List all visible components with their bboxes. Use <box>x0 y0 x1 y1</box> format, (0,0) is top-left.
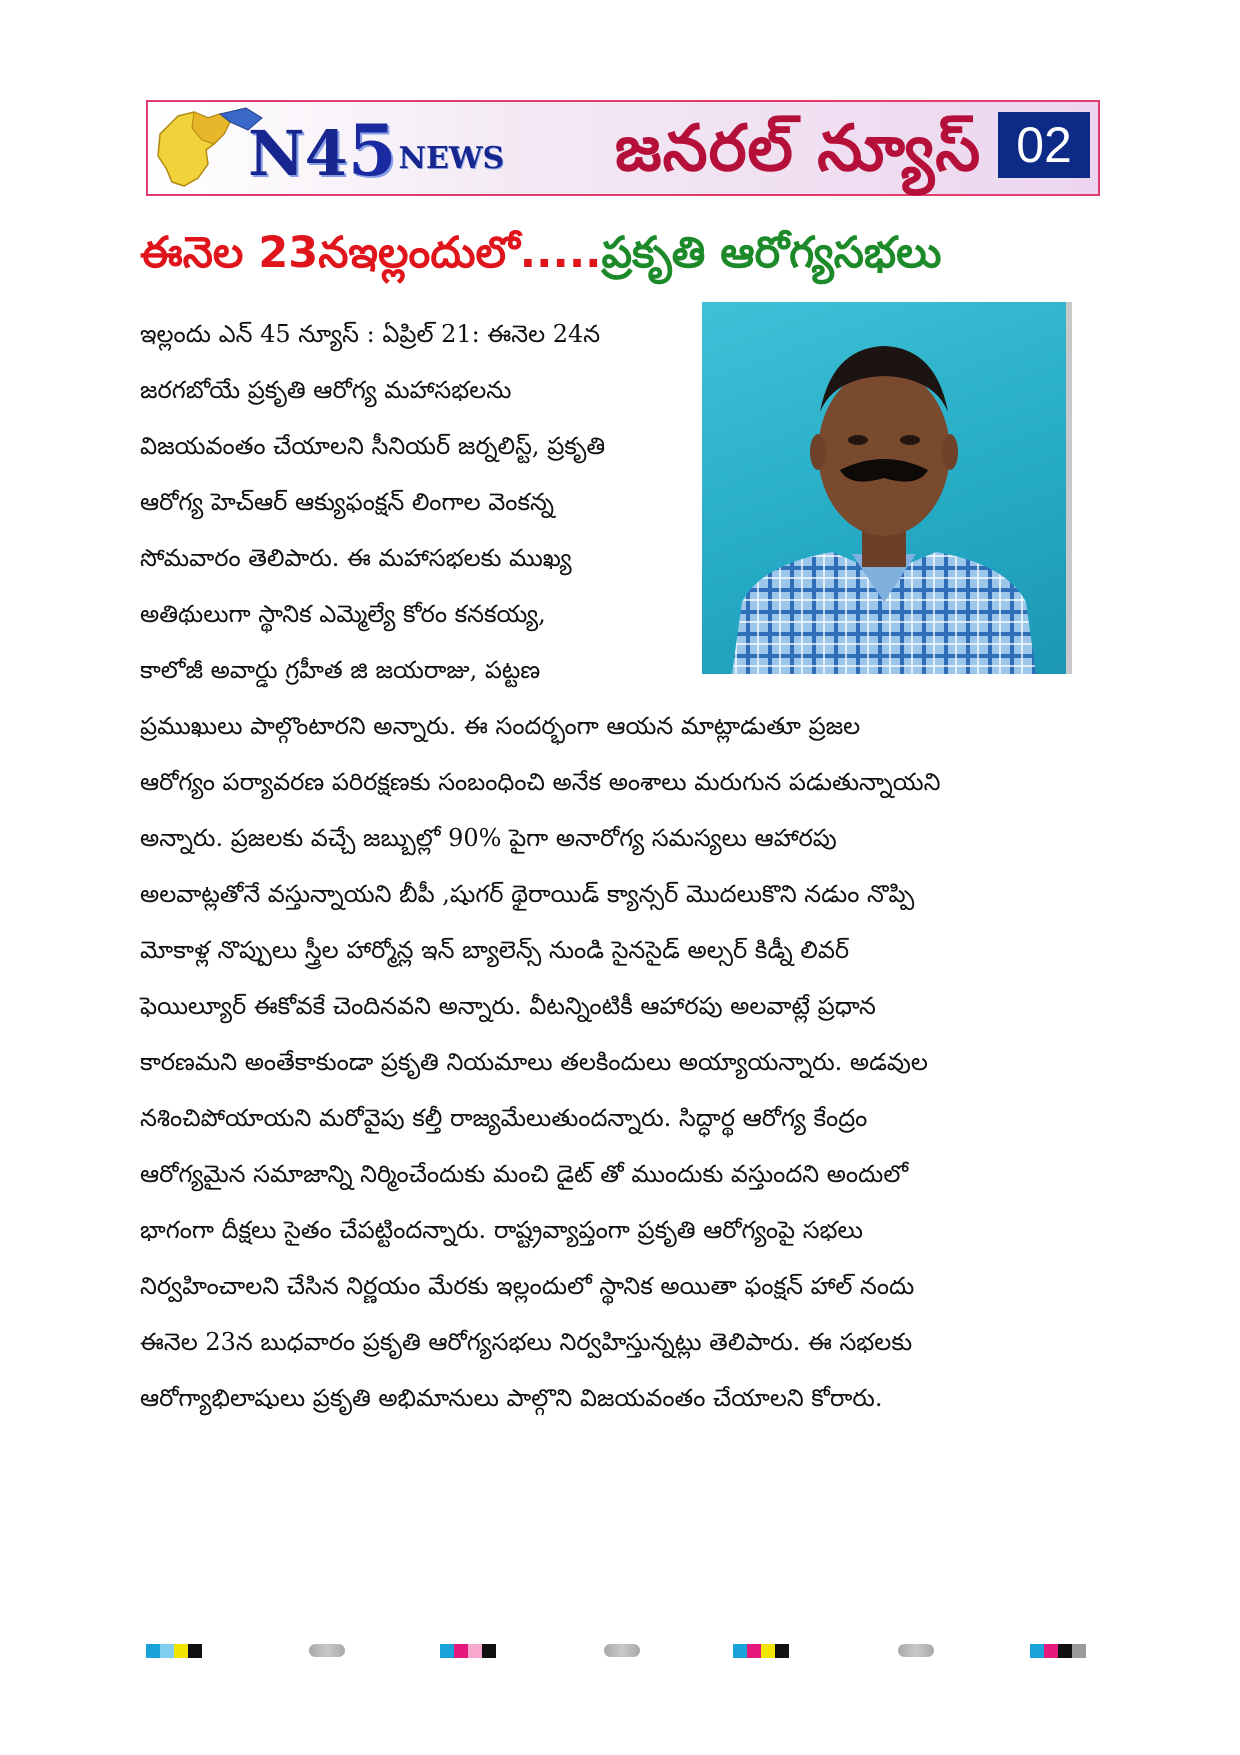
article-line: ఆరోగ్యాభిలాషులు ప్రకృతి అభిమానులు పాల్గొని విజయవంతం చేయాలని కోరారు. <box>140 1384 883 1412</box>
article-line: నశించిపోయాయని మరోవైపు కల్తీ రాజ్యమేలుతుందన్నారు. సిద్ధార్థ ఆరోగ్య కేంద్రం <box>140 1104 868 1132</box>
article-line: ఆరోగ్యం పర్యావరణ పరిరక్షణకు సంబంధించి అనేక అంశాలు మరుగున పడుతున్నాయని <box>140 768 941 796</box>
article-line: కారణమని అంతేకాకుండా ప్రకృతి నియమాలు తలకిందులు అయ్యాయన్నారు. అడవుల <box>140 1048 928 1076</box>
article-headline <box>140 218 1100 288</box>
brand-number: 5 <box>347 109 397 192</box>
brand-news: NEWS <box>398 141 505 176</box>
article-line: మోకాళ్ల నొప్పులు స్త్రీల హార్మోన్ల ఇన్ బ్యాలెన్స్ నుండి సైనసైడ్ అల్సర్ కిడ్నీ లివర్ <box>140 936 850 964</box>
brand-logo <box>248 104 504 194</box>
headline-part-green: ప్రకృతి ఆరోగ్యసభలు <box>601 228 942 278</box>
section-title: జనరల్ న్యూస్ <box>614 112 982 186</box>
article-line: కాలోజీ అవార్డు గ్రహీత జి జయరాజు, పట్టణ <box>140 656 541 684</box>
color-registration-mark <box>146 1644 202 1658</box>
article-line: నిర్వహించాలని చేసిన నిర్ణయం మేరకు ఇల్లందులో స్థానిక అయితా ఫంక్షన్ హాల్ నందు <box>140 1272 915 1300</box>
article-line: విజయవంతం చేయాలని సీనియర్ జర్నలిస్ట్, ప్రకృతి <box>140 432 606 460</box>
article-line: అతిథులుగా స్థానిక ఎమ్మెల్యే కోరం కనకయ్య, <box>140 600 546 628</box>
article-line: జరగబోయే ప్రకృతి ఆరోగ్య మహాసభలను <box>140 376 512 404</box>
color-registration-mark <box>440 1644 496 1658</box>
article-body <box>140 306 1090 1426</box>
article-line: అన్నారు. ప్రజలకు వచ్చే జబ్బుల్లో 90% పైగా అనారోగ్య సమస్యలు ఆహారపు <box>140 824 837 852</box>
registration-pill-mark <box>309 1644 345 1657</box>
article-line: ఫెయిల్యూర్ ఈకోవకే చెందినవని అన్నారు. వీటన్నింటికీ ఆహారపు అలవాట్లే ప్రధాన <box>140 992 876 1020</box>
brand-letters: N4 <box>248 117 348 190</box>
registration-pill-mark <box>604 1644 640 1657</box>
article-line: ఆరోగ్య హెచ్ఆర్ ఆక్యుఫంక్షన్ లింగాల వెంకన్న <box>140 488 554 516</box>
registration-pill-mark <box>898 1644 934 1657</box>
article-line: ప్రముఖులు పాల్గొంటారని అన్నారు. ఈ సందర్భంగా ఆయన మాట్లాడుతూ ప్రజల <box>140 712 861 740</box>
page-number-badge: 02 <box>998 112 1090 178</box>
article-line: ఆరోగ్యమైన సమాజాన్ని నిర్మించేందుకు మంచి డైట్ తో ముందుకు వస్తుందని అందులో <box>140 1160 909 1188</box>
article-line: ఈనెల 23న బుధవారం ప్రకృతి ఆరోగ్యసభలు నిర్వహిస్తున్నట్లు తెలిపారు. ఈ సభలకు <box>140 1328 913 1356</box>
color-registration-mark <box>733 1644 789 1658</box>
masthead-banner <box>146 100 1100 196</box>
article-line: అలవాట్లతోనే వస్తున్నాయని బీపీ ,షుగర్ థైరాయిడ్ క్యాన్సర్ మొదలుకొని నడుం నొప్పి <box>140 880 915 908</box>
headline-part-red: ఈనెల 23నఇల్లందులో..... <box>140 228 602 278</box>
article-line: ఇల్లందు ఎన్ 45 న్యూస్ : ఏప్రిల్ 21: ఈనెల 24న <box>140 320 601 348</box>
article-line: భాగంగా దీక్షలు సైతం చేపట్టిందన్నారు. రాష్ట్రవ్యాప్తంగా ప్రకృతి ఆరోగ్యంపై సభలు <box>140 1216 863 1244</box>
article-line: సోమవారం తెలిపారు. ఈ మహాసభలకు ముఖ్య <box>140 544 572 572</box>
color-registration-mark <box>1030 1644 1086 1658</box>
